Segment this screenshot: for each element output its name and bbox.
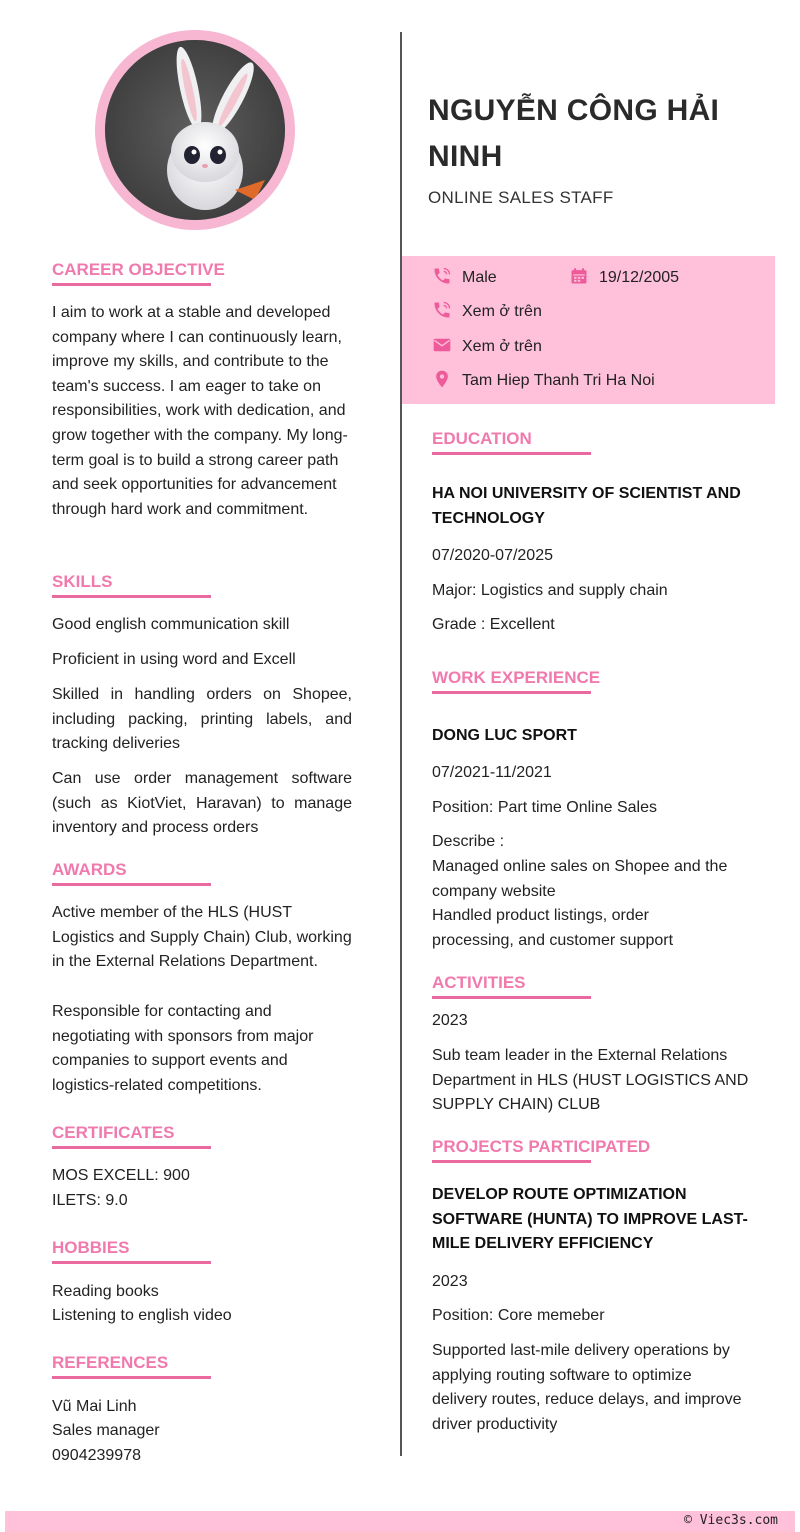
certificate-line: ILETS: 9.0 [52,1192,128,1209]
education-grade: Grade : Excellent [432,616,555,633]
education-underline [432,452,591,455]
certificates-title: CERTIFICATES [52,1123,175,1142]
award-line: Responsible for contacting and negotiating with sponsors from major companies to support events and logistics-related competitions. [52,1003,314,1094]
work-position: Position: Part time Online Sales [432,799,657,816]
education-major: Major: Logistics and supply chain [432,582,668,599]
skill-item: Good english communication skill [52,616,290,633]
skill-item: Proficient in using word and Excell [52,651,296,668]
phone-icon [432,300,452,320]
project-year: 2023 [432,1273,468,1290]
education-title: EDUCATION [432,429,532,448]
avatar [95,30,295,230]
candidate-name: NGUYỄN CÔNG HẢI NINH [428,94,720,173]
skill-item: Skilled in handling orders on Shopee, including packing, printing labels, and tracking deliveries [52,686,352,753]
activities-year: 2023 [432,1012,468,1029]
award-line: Active member of the HLS (HUST Logistics and Supply Chain) Club, working in the External Relations Department. [52,904,352,971]
work-describe-line: Managed online sales on Shopee and the company website [432,858,728,900]
work-describe-line: Handled product listings, order processing, and customer support [432,907,674,949]
references-underline [52,1376,211,1379]
rabbit-illustration [105,40,285,220]
career-objective-underline [52,283,211,286]
calendar-icon [569,266,589,286]
phone-icon [432,266,452,286]
work-experience-title: WORK EXPERIENCE [432,668,601,687]
certificate-line: MOS EXCELL: 900 [52,1167,190,1184]
references-title: REFERENCES [52,1353,169,1372]
reference-line: 0904239978 [52,1447,141,1464]
project-position: Position: Core memeber [432,1307,605,1324]
skill-item: Can use order management software (such as KiotViet, Haravan) to manage inventory and process orders [52,770,352,837]
job-title: ONLINE SALES STAFF [428,188,614,207]
map-pin-icon [432,369,452,389]
project-name: DEVELOP ROUTE OPTIMIZATION SOFTWARE (HUNTA) TO IMPROVE LAST-MILE DELIVERY EFFICIENCY [432,1186,748,1253]
education-period: 07/2020-07/2025 [432,547,553,564]
awards-title: AWARDS [52,860,127,879]
work-describe-label: Describe : [432,833,505,850]
avatar-photo [105,40,285,220]
activities-title: ACTIVITIES [432,973,526,992]
column-divider [400,32,402,1456]
certificates-underline [52,1146,211,1149]
awards-underline [52,883,211,886]
work-experience-underline [432,691,591,694]
career-objective-text: I aim to work at a stable and developed company where I can continuously learn, improve my skills, and contribute to the team's success. I am eager to take on responsibilities, work with dedication, and grow together with the company. My long-term goal is to build a strong career path and seek opportunities for advancement through hard work and commitment. [52,304,348,518]
skills-title: SKILLS [52,572,113,591]
career-objective-title: CAREER OBJECTIVE [52,260,225,279]
education-school: HA NOI UNIVERSITY OF SCIENTIST AND TECHNOLOGY [432,485,741,527]
hobby-line: Reading books [52,1283,159,1300]
contact-panel [402,256,775,404]
activities-text: Sub team leader in the External Relations Department in HLS (HUST LOGISTICS AND SUPPLY CHAIN) CLUB [432,1047,749,1114]
work-period: 07/2021-11/2021 [432,764,552,781]
mail-icon [432,335,452,355]
hobbies-title: HOBBIES [52,1238,130,1257]
hobby-line: Listening to english video [52,1307,232,1324]
activities-underline [432,996,591,999]
projects-title: PROJECTS PARTICIPATED [432,1137,651,1156]
projects-underline [432,1160,591,1163]
work-company: DONG LUC SPORT [432,727,577,744]
hobbies-underline [52,1261,211,1264]
dob-value: 19/12/2005 [599,269,680,286]
project-text: Supported last-mile delivery operations by applying routing software to optimize delivery routes, reduce delays, and improve driver productivity [432,1342,742,1433]
address-value: Tam Hiep Thanh Tri Ha Noi [462,372,655,389]
footer-credit[interactable]: © Viec3s.com [684,1513,778,1528]
phone-value: Xem ở trên [462,303,542,320]
reference-line: Vũ Mai Linh [52,1398,137,1415]
email-value: Xem ở trên [462,338,542,355]
gender-value: Male [462,269,497,286]
skills-underline [52,595,211,598]
footer-bar [5,1511,795,1532]
reference-line: Sales manager [52,1422,160,1439]
